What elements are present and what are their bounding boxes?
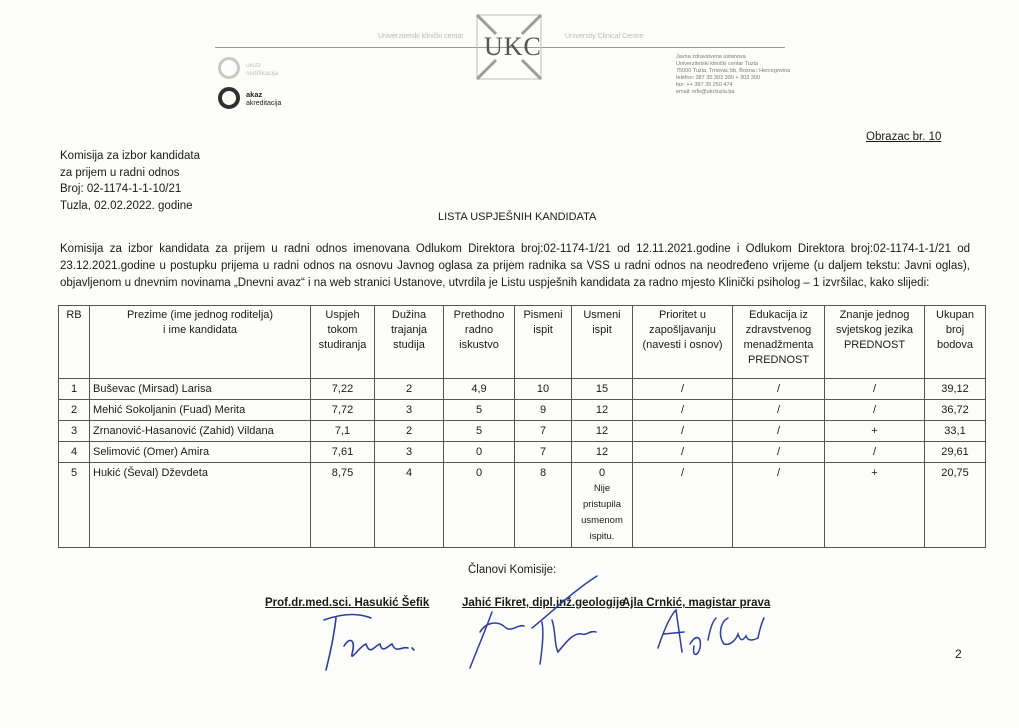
cell-prioritet: / [633,400,733,421]
document-meta [60,148,200,214]
header-prioritet: Prioritet u zapošljavanju (navesti i osnov) [633,306,733,379]
header-duzina: Dužina trajanja studija [375,306,444,379]
cell-ukupno: 33,1 [925,421,986,442]
table-row [59,400,986,421]
cell-rb: 4 [59,442,90,463]
cell-iskustvo: 0 [444,463,515,548]
signature-1-icon [316,606,426,676]
meta-commission: Komisija za izbor kandidata [60,150,200,162]
cell-uspjeh: 7,1 [311,421,375,442]
cell-name: Zrnanović-Hasanović (Zahid) Vildana [90,421,311,442]
table-row [59,442,986,463]
header-jezik: Znanje jednog svjetskog jezika PREDNOST [825,306,925,379]
cell-usmeni: 15 [572,379,633,400]
table-row [59,463,986,548]
header-prethodno: Prethodno radno iskustvo [444,306,515,379]
certification-logo-icon [218,57,240,79]
cell-rb: 1 [59,379,90,400]
cell-ukupno: 20,75 [925,463,986,548]
cell-usmeni: 12 [572,400,633,421]
table-row [59,379,986,400]
header-ukupno: Ukupan broj bodova [925,306,986,379]
cell-prioritet: / [633,421,733,442]
cell-uspjeh: 7,61 [311,442,375,463]
cell-uspjeh: 8,75 [311,463,375,548]
cell-jezik: / [825,379,925,400]
cell-edukacija: / [733,463,825,548]
akaz-title: akaz [246,90,263,99]
cell-rb: 2 [59,400,90,421]
cell-pismeni: 9 [515,400,572,421]
cell-pismeni: 10 [515,379,572,400]
commission-heading: Članovi Komisije: [468,564,557,576]
cell-rb: 3 [59,421,90,442]
header-usmeni: Usmeni ispit [572,306,633,379]
signature-3-icon [650,600,770,660]
akaz-subtitle: akreditacija [246,100,282,107]
signature-2-icon [462,572,612,672]
cell-iskustvo: 5 [444,421,515,442]
commission-member-3: Ajla Crnkić, magistar prava [622,597,771,609]
header-edukacija: Edukacija iz zdravstvenog menadžmenta PREDNOST [733,306,825,379]
cell-pismeni: 8 [515,463,572,548]
intro-paragraph: Komisija za izbor kandidata za prijem u radni odnos imenovana Odlukom Direktora broj:02-1174-1/21 od 12.11.2021.godine i Odlukom Direktora broj:02-1174-1-1/21 od 23.12.2021.godine u postupku prijema u radni odnos na osnovu Javnog oglasa za prijem radnika sa VSS u radni odnos na neodređeno vrijeme (u daljem tekstu: Javni oglas), objavljenom u dnevnim novinama „Dnevni avaz“ i na web stranici Ustanove, utvrdila je Listu uspješnih kandidata za radno mjesto Klinički psiholog – 1 izvršilac, kako slijedi: [60,243,970,289]
certification-label: ukctz certifikacija [246,62,279,77]
meta-number: Broj: 02-1174-1-1-10/21 [60,183,182,195]
cell-name: Hukić (Ševal) Dževdeta [90,463,311,548]
cell-rb: 5 [59,463,90,548]
cell-duzina: 3 [375,442,444,463]
cell-usmeni: 12 [572,421,633,442]
cell-iskustvo: 4,9 [444,379,515,400]
cell-ukupno: 29,61 [925,442,986,463]
cell-prioritet: / [633,442,733,463]
cell-usmeni: 12 [572,442,633,463]
cell-jezik: / [825,442,925,463]
cell-ukupno: 39,12 [925,379,986,400]
cell-prioritet: / [633,463,733,548]
letterhead-faded-right: University Clinical Centre [565,33,644,40]
cell-duzina: 4 [375,463,444,548]
header-pismeni: Pismeni ispit [515,306,572,379]
cell-duzina: 3 [375,400,444,421]
cell-edukacija: / [733,379,825,400]
header-rb: RB [59,306,90,379]
candidates-table [58,305,986,548]
ukc-logo-text: UKC [484,32,542,61]
table-header-row [59,306,986,379]
cell-pismeni: 7 [515,421,572,442]
cell-edukacija: / [733,400,825,421]
cell-uspjeh: 7,22 [311,379,375,400]
letterhead-faded-left: Univerzitetski klinički centar [378,33,464,40]
akaz-logo-icon [218,87,240,109]
cell-jezik: + [825,463,925,548]
document-title: LISTA USPJEŠNIH KANDIDATA [438,211,597,223]
cell-edukacija: / [733,421,825,442]
cell-ukupno: 36,72 [925,400,986,421]
commission-member-1: Prof.dr.med.sci. Hasukić Šefik [265,597,430,609]
header-name: Prezime (ime jednog roditelja) i ime kandidata [90,306,311,379]
header-uspjeh: Uspjeh tokom studiranja [311,306,375,379]
cell-edukacija: / [733,442,825,463]
letterhead-address: Javna zdravstvena ustanova Univerzitetski klinički centar Tuzla 75000 Tuzla, Trnovac bb, Bosna i Hercegovina telefon: 387 35 303 300 + 303 300 fax: ++ 387 35 250 474 email: info@ukctuzla.ba [676,54,791,95]
cell-jezik: / [825,400,925,421]
cell-duzina: 2 [375,379,444,400]
cell-name: Buševac (Mirsad) Larisa [90,379,311,400]
cell-uspjeh: 7,72 [311,400,375,421]
meta-date: Tuzla, 02.02.2022. godine [60,199,193,212]
commission-member-2: Jahić Fikret, dipl.inž.geologije [462,597,626,609]
table-row [59,421,986,442]
cell-name: Selimović (Omer) Amira [90,442,311,463]
cell-usmeni: 0 Nije pristupila usmenom ispitu. [572,463,633,548]
cell-duzina: 2 [375,421,444,442]
cell-jezik: + [825,421,925,442]
cell-iskustvo: 0 [444,442,515,463]
page-number: 2 [955,647,962,661]
cell-pismeni: 7 [515,442,572,463]
cell-iskustvo: 5 [444,400,515,421]
cell-name: Mehić Sokoljanin (Fuad) Merita [90,400,311,421]
form-number: Obrazac br. 10 [866,131,942,143]
cell-prioritet: / [633,379,733,400]
meta-purpose: za prijem u radni odnos [60,166,180,179]
